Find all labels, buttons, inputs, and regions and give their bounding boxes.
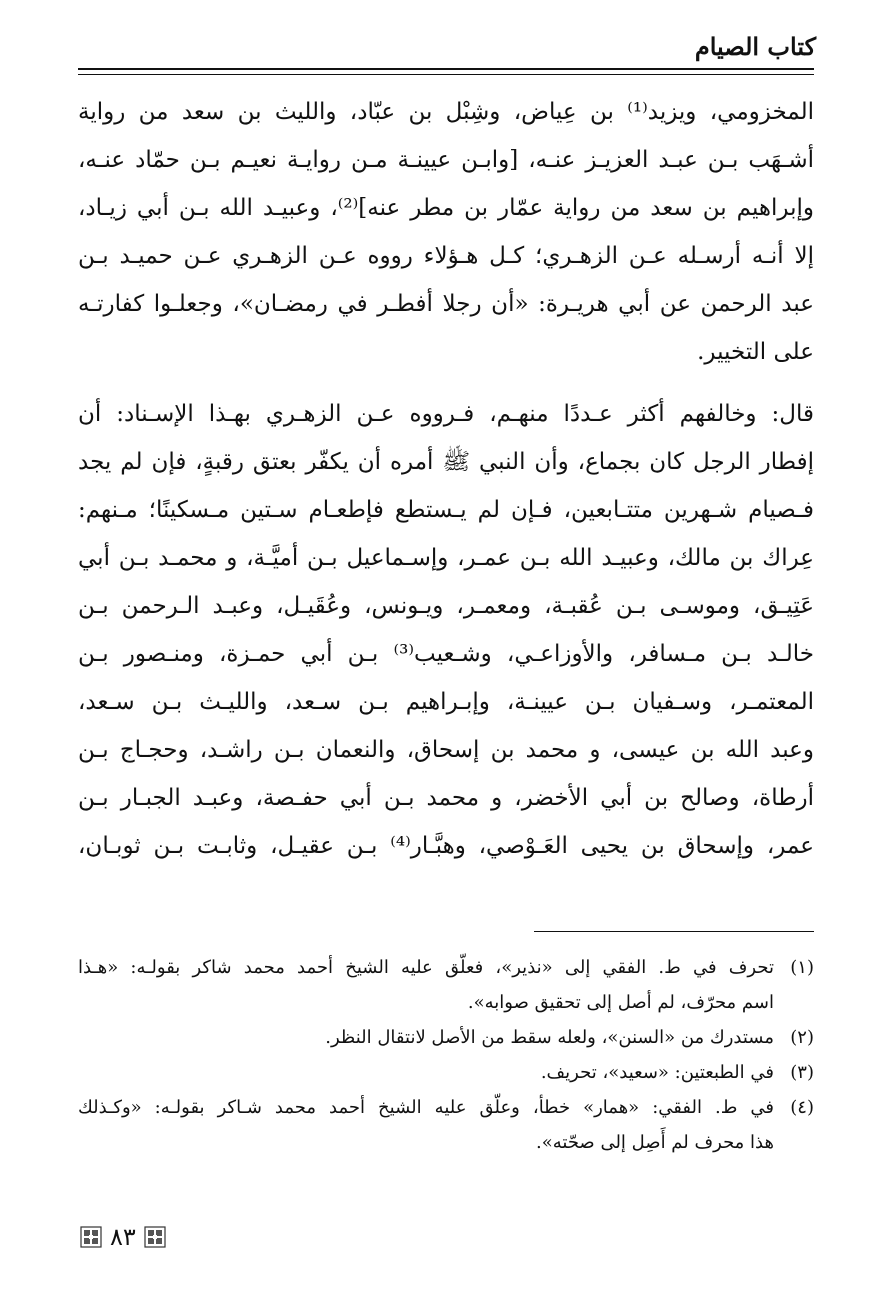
text-line: أرطاة، وصالح بن أبي الأخضر، و محمد بـن أبي حفـصة، وعبـد الجبـار بـن	[78, 785, 814, 811]
footnote-line: تحرف في ط. الفقي إلى «نذير»، فعلّق عليه الشيخ أحمد محمد شاكر بقولـه: «هـذا	[78, 957, 774, 978]
footnote-line: مستدرك من «السنن»، ولعله سقط من الأصل لانتقال النظر.	[325, 1027, 774, 1048]
text-line: المخزومي، ويزيد⁽¹⁾ بن عِياض، وشِبْل بن عبّاد، والليث بن سعد من رواية	[78, 99, 814, 125]
footnote	[78, 950, 814, 1020]
footnote-separator	[534, 931, 814, 932]
ornament-icon	[144, 1226, 166, 1248]
text-line: وإبراهيم بن سعد من رواية عمّار بن مطر عنه]⁽²⁾، وعبيـد الله بـن أبي زيـاد،	[78, 195, 814, 221]
page-folio	[80, 1222, 166, 1252]
header-rule	[78, 68, 814, 70]
footnote-line: هذا محرف لم أَصِل إلى صحّته».	[536, 1132, 774, 1153]
text-line: خالـد بـن مـسافر، والأوزاعـي، وشـعيب⁽³⁾ بـن أبي حمـزة، ومنـصور بـن	[78, 641, 814, 667]
header-rule-thin	[78, 74, 814, 75]
footnote-line: اسم محرّف، لم أصل إلى تحقيق صوابه».	[467, 992, 774, 1013]
text-line: إلا أنـه أرسـله عـن الزهـري؛ كـل هـؤلاء رووه عـن الزهـري عـن حميـد بـن	[78, 243, 814, 269]
paragraph-gap	[78, 376, 814, 390]
footnotes	[78, 950, 814, 1160]
footnote	[78, 1020, 814, 1055]
text-line: فـصيام شـهرين متتـابعين، فـإن لم يـستطع فإطعـام سـتين مـسكينًا؛ مـنهم:	[78, 497, 814, 523]
footnote-line: في الطبعتين: «سعيد»، تحريف.	[540, 1062, 774, 1083]
text-line: وعبد الله بن عيسى، و محمد بن إسحاق، والنعمان بـن راشـد، وحجـاج بـن	[78, 737, 814, 763]
text-line: المعتمـر، وسـفيان بـن عيينـة، وإبـراهيم بـن سـعد، والليـث بـن سـعد،	[78, 689, 814, 715]
page-number: ٨٣	[110, 1223, 136, 1251]
footnote-number: (٤)	[790, 1097, 814, 1118]
footnote	[78, 1090, 814, 1160]
text-line: عَتِيـق، وموسـى بـن عُقبـة، ومعمـر، ويـونس، وعُقَيـل، وعبـد الـرحمن بـن	[78, 593, 814, 619]
footnote-number: (٢)	[790, 1027, 814, 1048]
footnote-number: (١)	[790, 957, 814, 978]
main-text	[78, 88, 814, 870]
text-line: عبد الرحمن عن أبي هريـرة: «أن رجلا أفطـر في رمضـان»، وجعلـوا كفارتـه	[78, 291, 814, 317]
running-header-title: كتاب الصيام	[694, 32, 816, 61]
footnote	[78, 1055, 814, 1090]
footnote-number: (٣)	[790, 1062, 814, 1083]
text-line: عِراك بن مالك، وعبيـد الله بـن عمـر، وإسـماعيل بـن أميَّـة، و محمـد بـن أبي	[78, 545, 814, 571]
footnote-line: في ط. الفقي: «همار» خطأ، وعلّق عليه الشيخ أحمد محمد شـاكر بقولـه: «وكـذلك	[78, 1097, 774, 1118]
text-line: أشـهَب بـن عبـد العزيـز عنـه، [وابـن عيينـة مـن روايـة نعيـم بـن حمّاد عنـه،	[78, 147, 814, 173]
text-line: إفطار الرجل كان بجماع، وأن النبي ﷺ أمره أن يكفّر بعتق رقبةٍ، فإن لم يجد	[78, 449, 814, 475]
text-line: عمر، وإسحاق بن يحيى العَـوْصي، وهبَّـار⁽⁴⁾ بـن عقيـل، وثابـت بـن ثوبـان،	[78, 833, 814, 859]
text-line: قال: وخالفهم أكثر عـددًا منهـم، فـرووه عـن الزهـري بهـذا الإسـناد: أن	[78, 401, 814, 427]
ornament-icon	[80, 1226, 102, 1248]
text-line: على التخيير.	[697, 339, 814, 365]
